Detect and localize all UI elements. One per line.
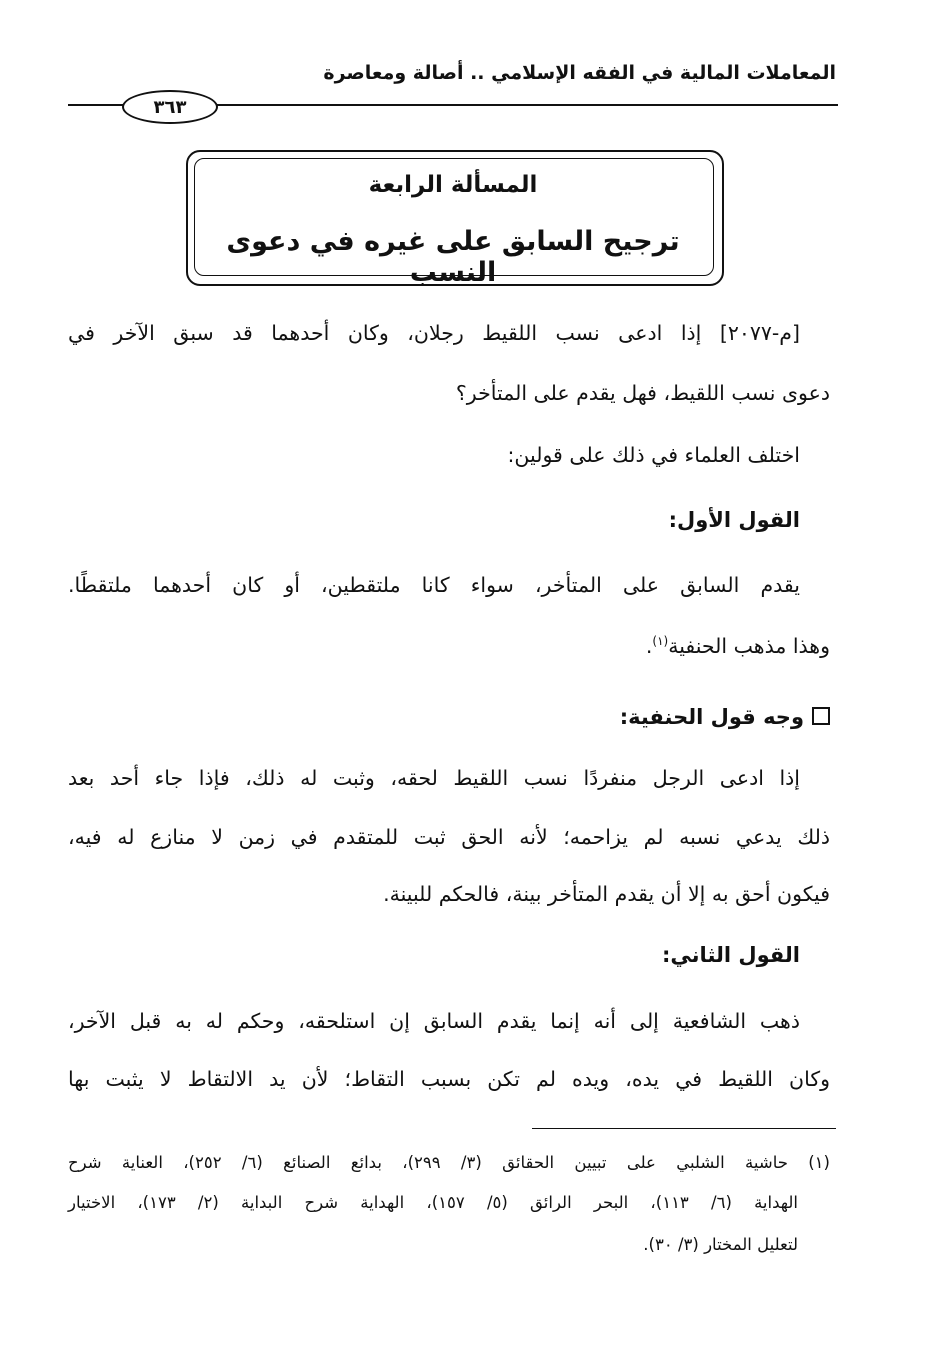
footnote-ref-1[interactable]: (١) (652, 634, 669, 648)
first-opinion-line-2-text: وهذا مذهب الحنفية (668, 633, 830, 658)
first-opinion-line-2-end: . (645, 633, 653, 658)
question-line-1: [م-٢٠٧٧] إذا ادعى نسب اللقيط رجلان، وكان أحدهما قد سبق الآخر في (68, 321, 800, 345)
first-opinion-line-2 (68, 626, 830, 661)
running-header: المعاملات المالية في الفقه الإسلامي .. أصالة ومعاصرة (323, 62, 836, 84)
first-opinion-heading: القول الأول: (668, 508, 800, 532)
hanafi-reason-line-2: ذلك يدعي نسبه لم يزاحمه؛ لأنه الحق ثبت للمتقدم في زمن لا منازع له فيه، (68, 825, 830, 849)
second-opinion-line-2: وكان اللقيط في يده، ويده لم تكن بسبب التقاط؛ لأن يد الالتقاط لا يثبت بها (68, 1067, 830, 1091)
hanafi-reason-line-1: إذا ادعى الرجل منفردًا نسب اللقيط لحقه، وثبت له ذلك، فإذا جاء أحد بعد (68, 766, 800, 790)
section-subtitle: ترجيح السابق على غيره في دعوى النسب (226, 226, 680, 288)
footnote-line-3: لتعليل المختار (٣/ ٣٠). (643, 1235, 798, 1254)
square-bullet-icon (812, 707, 830, 725)
intro-text: اختلف العلماء في ذلك على قولين: (507, 443, 800, 467)
footnote-line-2: الهداية (٦/ ١١٣)، البحر الرائق (٥/ ١٥٧)، الهداية شرح البداية (٢/ ١٧٣)، الاختيار (68, 1193, 798, 1212)
first-opinion-line-1: يقدم السابق على المتأخر، سواء كانا ملتقطين، أو كان أحدهما ملتقطًا. (68, 573, 800, 597)
hanafi-reason-heading-row (68, 702, 830, 732)
page-number: ٣٦٣ (122, 90, 218, 124)
footnote-line-1: (١) حاشية الشلبي على تبيين الحقائق (٣/ ٢٩٩)، بدائع الصنائع (٦/ ٢٥٢)، العناية شرح (68, 1153, 830, 1172)
footnote-rule (532, 1128, 836, 1129)
section-title: المسألة الرابعة (368, 172, 538, 198)
question-line-2: دعوى نسب اللقيط، فهل يقدم على المتأخر؟ (455, 381, 830, 405)
second-opinion-heading: القول الثاني: (662, 943, 800, 967)
hanafi-reason-line-3: فيكون أحق به إلا أن يقدم المتأخر بينة، فالحكم للبينة. (383, 882, 830, 906)
second-opinion-line-1: ذهب الشافعية إلى أنه إنما يقدم السابق إن استلحقه، وحكم له به قبل الآخر، (68, 1009, 800, 1033)
hanafi-reason-heading: وجه قول الحنفية: (619, 705, 804, 729)
